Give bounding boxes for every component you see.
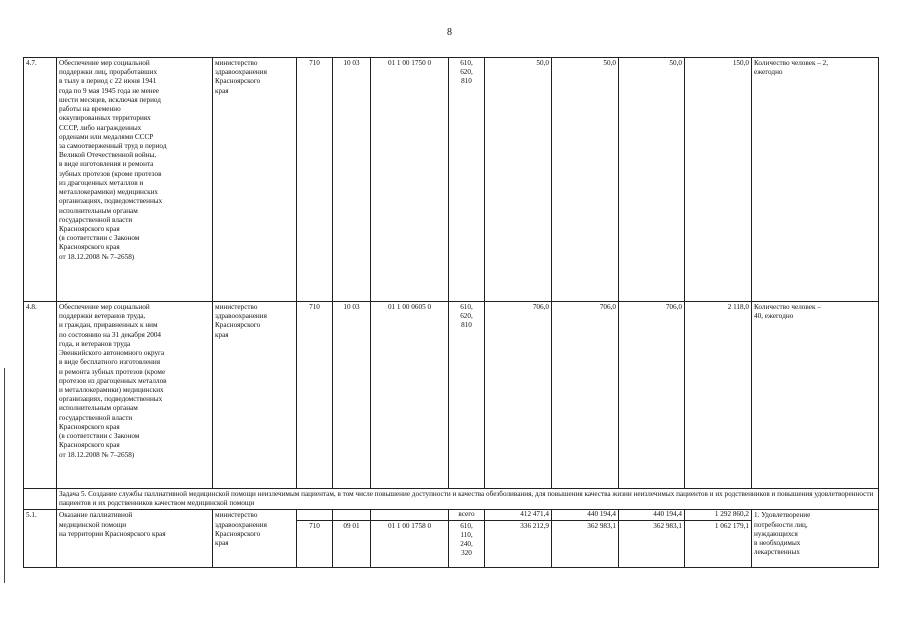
expected-result: 1. Удовлетворение потребности лиц, нуждающихся в необходимых лекарственных [752,510,879,568]
grbs-code: 710 [297,58,333,302]
row-number: 5.1. [24,510,57,568]
row-number: 4.7. [24,58,57,302]
year2-value: 440 194,4 362 983,1 [552,510,619,568]
ministry: министерство здравоохранения Красноярского края [213,302,297,489]
year3-value: 50,0 [619,58,685,302]
program-table [23,57,879,568]
measure-name: Оказание паллиативной медицинской помощи на территории Красноярского края [57,510,213,568]
year3-value: 706,0 [619,302,685,489]
measure-name: Обеспечение мер социальной поддержки лиц, проработавших в тылу в период с 22 июня 1941 года по 9 мая 1945 года не менее шести месяцев, исключая период работы на временно оккупированных территориях СССР, либо награжденных орденами или медалями СССР за самоотверженный труд в период Великой Отечественной войны, в виде изготовления и ремонта зубных протезов (кроме протезов из драгоценных металлов и металлокерамики) медицинских организациях, подведомственных исполнительным органам государственной власти Красноярского края (в соответствии с Законом Красноярского края от 18.12.2008 № 7–2658) [57,58,213,302]
table-row [24,58,879,302]
year3-value: 440 194,4 362 983,1 [619,510,685,568]
csr-code: 01 1 00 1758 0 [371,510,449,568]
expected-result: Количество человек – 40, ежегодно [752,302,879,489]
year2-value: 50,0 [552,58,619,302]
csr-code: 01 1 00 0605 0 [371,302,449,489]
table-row [24,510,879,568]
ministry: министерство здравоохранения Красноярского края [213,510,297,568]
vr-code: 610, 620, 810 [449,58,485,302]
table-row [24,302,879,489]
total-value: 2 118,0 [685,302,752,489]
rzpr-code: 10 03 [333,302,371,489]
rzpr-code: 10 03 [333,58,371,302]
total-value: 1 292 860,2 1 062 179,1 [685,510,752,568]
task-row [24,489,879,510]
row-number: 4.8. [24,302,57,489]
task-number-cell [24,489,57,510]
year1-value: 706,0 [485,302,552,489]
rzpr-code: 09 01 [333,510,371,568]
vr-code: всего 610, 110, 240, 320 [449,510,485,568]
vr-code: 610, 620, 810 [449,302,485,489]
margin-line [4,368,5,583]
year2-value: 706,0 [552,302,619,489]
year1-value: 412 471,4 336 212,9 [485,510,552,568]
measure-name: Обеспечение мер социальной поддержки ветеранов труда, и граждан, приравненных к ним по состоянию на 31 декабря 2004 года, и ветеранов труда Эвенкийского автономного округа в виде бесплатного изготовления и ремонта зубных протезов (кроме протезов из драгоценных металлов и металлокерамики) медицинских организациях, подведомственных исполнительным органам государственной власти Красноярского края (в соответствии с Законом Красноярского края от 18.12.2008 № 7–2658) [57,302,213,489]
year1-value: 50,0 [485,58,552,302]
task-5-heading: Задача 5. Создание службы паллиативной медицинской помощи неизлечимым пациентам, в том числе повышение доступности и качества обезболивания, для повышения качества жизни неизлечимых пациентов и их родственников и повышения удовлетворенности пациентов и их родственников качеством медицинской помощи [57,489,879,510]
expected-result: Количество человек – 2, ежегодно [752,58,879,302]
total-value: 150,0 [685,58,752,302]
page-number: 8 [447,27,452,38]
grbs-code: 710 [297,302,333,489]
grbs-code: 710 [297,510,333,568]
ministry: министерство здравоохранения Красноярского края [213,58,297,302]
csr-code: 01 1 00 1750 0 [371,58,449,302]
